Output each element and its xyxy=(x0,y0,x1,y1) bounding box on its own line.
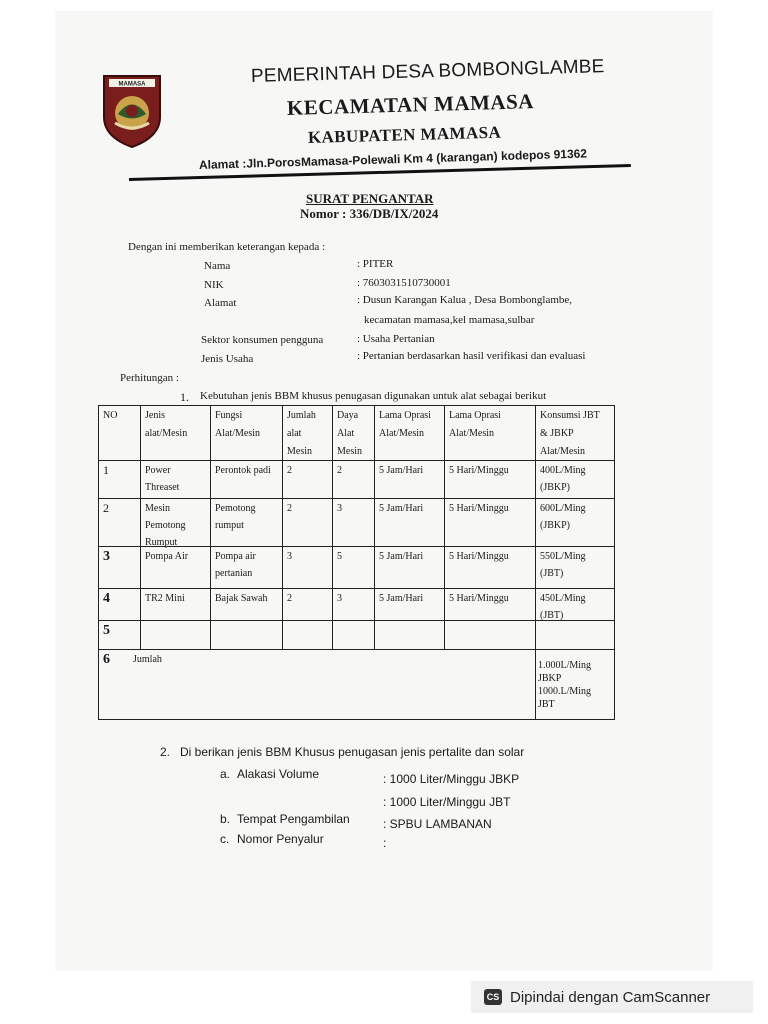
table-cell-fungsi: Pompa air pertanian xyxy=(215,551,256,579)
table-cell-daya: 3 xyxy=(337,593,342,604)
item2c-letter: c. xyxy=(220,832,230,846)
camscanner-text: Dipindai dengan CamScanner xyxy=(510,988,711,1006)
item2c-value: : xyxy=(383,836,387,850)
table-row-border xyxy=(98,620,615,621)
table-header-fungsi: Fungsi Alat/Mesin xyxy=(215,410,260,439)
camscanner-badge xyxy=(471,981,753,1013)
table-cell-hari: 5 Hari/Minggu xyxy=(449,593,509,604)
table-cell-daya: 5 xyxy=(337,551,342,562)
item2b-value: : SPBU LAMBANAN xyxy=(383,817,492,831)
table-header-daya: Daya Alat Mesin xyxy=(337,410,362,457)
table-cell-no: 4 xyxy=(103,591,110,606)
jenis-usaha-label: Jenis Usaha xyxy=(201,353,254,365)
table-cell-konsumsi: 600L/Ming (JBKP) xyxy=(540,503,586,531)
table-cell-jam: 5 Jam/Hari xyxy=(379,465,424,476)
table-column-border xyxy=(374,405,375,649)
table-row-border xyxy=(98,719,615,720)
item2b-label: Tempat Pengambilan xyxy=(237,812,350,826)
table-header-no: NO xyxy=(103,410,118,421)
table-column-border xyxy=(98,405,99,719)
table-cell-jam: 5 Jam/Hari xyxy=(379,503,424,514)
table-cell-jumlah: 2 xyxy=(287,465,292,476)
table-cell-jumlah: 2 xyxy=(287,593,292,604)
government-name: PEMERINTAH DESA BOMBONGLAMBE xyxy=(250,56,605,87)
table-cell-konsumsi: 400L/Ming (JBKP) xyxy=(540,465,586,493)
item2b-letter: b. xyxy=(220,812,231,826)
sektor-label: Sektor konsumen pengguna xyxy=(201,334,324,346)
table-cell-no: 2 xyxy=(103,501,109,515)
table-cell-fungsi: Perontok padi xyxy=(215,465,271,476)
table-total-values: 1.000L/Ming JBKP 1000.L/Ming JBT xyxy=(538,660,592,710)
table-cell-no: 3 xyxy=(103,549,110,564)
table-row-border xyxy=(98,405,615,406)
table-cell-daya: 3 xyxy=(337,503,342,514)
table-cell-no: 6 xyxy=(103,652,110,667)
item1-text: Kebutuhan jenis BBM khusus penugasan digunakan untuk alat sebagai berikut xyxy=(200,390,547,402)
table-column-border xyxy=(140,405,141,649)
table-cell-no: 1 xyxy=(103,463,109,477)
table-row-border xyxy=(98,498,615,499)
regency-name: KABUPATEN MAMASA xyxy=(307,122,502,147)
table-cell-jam: 5 Jam/Hari xyxy=(379,593,424,604)
address-line: Alamat :Jln.PorosMamasa-Polewali Km 4 (karangan) kodepos 91362 xyxy=(198,146,588,172)
camscanner-logo-icon: CS xyxy=(484,989,502,1005)
table-header-konsumsi: Konsumsi JBT & JBKP Alat/Mesin xyxy=(540,410,600,457)
table-cell-jenis: Pompa Air xyxy=(145,551,189,562)
item2a-letter: a. xyxy=(220,767,231,781)
bbm-table xyxy=(98,405,615,719)
table-header-lama_harian: Lama Oprasi Alat/Mesin xyxy=(379,410,431,439)
table-header-lama_mingguan: Lama Oprasi Alat/Mesin xyxy=(449,410,501,439)
table-cell-jenis: Power Threaset xyxy=(145,465,180,493)
table-row-border xyxy=(98,649,615,650)
table-cell-jumlah: 3 xyxy=(287,551,292,562)
table-total-label: Jumlah xyxy=(133,654,162,665)
table-cell-no: 5 xyxy=(103,623,110,638)
alamat-label: Alamat xyxy=(204,297,237,309)
jenis-usaha-value: : Pertanian berdasarkan hasil verifikasi dan evaluasi xyxy=(357,350,586,362)
table-row-border xyxy=(98,588,615,589)
alamat-value-line1: : Dusun Karangan Kalua , Desa Bombonglambe, xyxy=(357,294,573,306)
seal-text: MAMASA xyxy=(118,81,146,88)
table-column-border xyxy=(210,405,211,649)
table-cell-daya: 2 xyxy=(337,465,342,476)
table-column-border xyxy=(282,405,283,649)
table-column-border xyxy=(444,405,445,649)
table-cell-jumlah: 2 xyxy=(287,503,292,514)
item2a-value2: : 1000 Liter/Minggu JBT xyxy=(383,795,511,809)
table-cell-konsumsi: 550L/Ming (JBT) xyxy=(540,551,586,579)
table-cell-jenis: TR2 Mini xyxy=(145,593,185,604)
nama-label: Nama xyxy=(204,260,231,272)
nama-value: : PITER xyxy=(357,258,394,270)
table-column-border xyxy=(332,405,333,649)
table-cell-hari: 5 Hari/Minggu xyxy=(449,503,509,514)
item2a-value1: : 1000 Liter/Minggu JBKP xyxy=(383,772,520,786)
table-column-border xyxy=(535,405,536,649)
alamat-value-line2: kecamatan mamasa,kel mamasa,sulbar xyxy=(364,314,535,326)
item2a-label: Alakasi Volume xyxy=(237,767,320,781)
table-cell-konsumsi: 450L/Ming (JBT) xyxy=(540,593,586,621)
perhitungan-heading: Perhitungan : xyxy=(120,372,179,384)
sektor-value: : Usaha Pertanian xyxy=(357,333,435,345)
intro-text: Dengan ini memberikan keterangan kepada : xyxy=(128,241,326,253)
table-cell-jam: 5 Jam/Hari xyxy=(379,551,424,562)
item2c-label: Nomor Penyalur xyxy=(237,832,324,846)
table-cell-fungsi: Bajak Sawah xyxy=(215,593,268,604)
item2-number: 2. xyxy=(160,745,171,759)
table-cell-hari: 5 Hari/Minggu xyxy=(449,551,509,562)
nik-value: : 7603031510730001 xyxy=(357,277,451,289)
district-name: KECAMATAN MAMASA xyxy=(286,89,535,120)
table-cell-fungsi: Pemotong rumput xyxy=(215,503,256,531)
table-column-border xyxy=(614,405,615,719)
nik-label: NIK xyxy=(204,279,224,291)
table-cell-jenis: Mesin Pemotong Rumput xyxy=(145,503,186,548)
item1-number: 1. xyxy=(180,390,189,404)
table-column-border xyxy=(535,649,536,719)
item2-text: Di berikan jenis BBM Khusus penugasan jenis pertalite dan solar xyxy=(180,745,525,759)
table-cell-hari: 5 Hari/Minggu xyxy=(449,465,509,476)
regency-seal-icon xyxy=(101,73,163,149)
table-header-jumlah: Jumlah alat Mesin xyxy=(287,410,316,457)
document-number: Nomor : 336/DB/IX/2024 xyxy=(300,206,439,221)
table-header-jenis: Jenis alat/Mesin xyxy=(145,410,188,439)
document-title: SURAT PENGANTAR xyxy=(306,191,434,206)
